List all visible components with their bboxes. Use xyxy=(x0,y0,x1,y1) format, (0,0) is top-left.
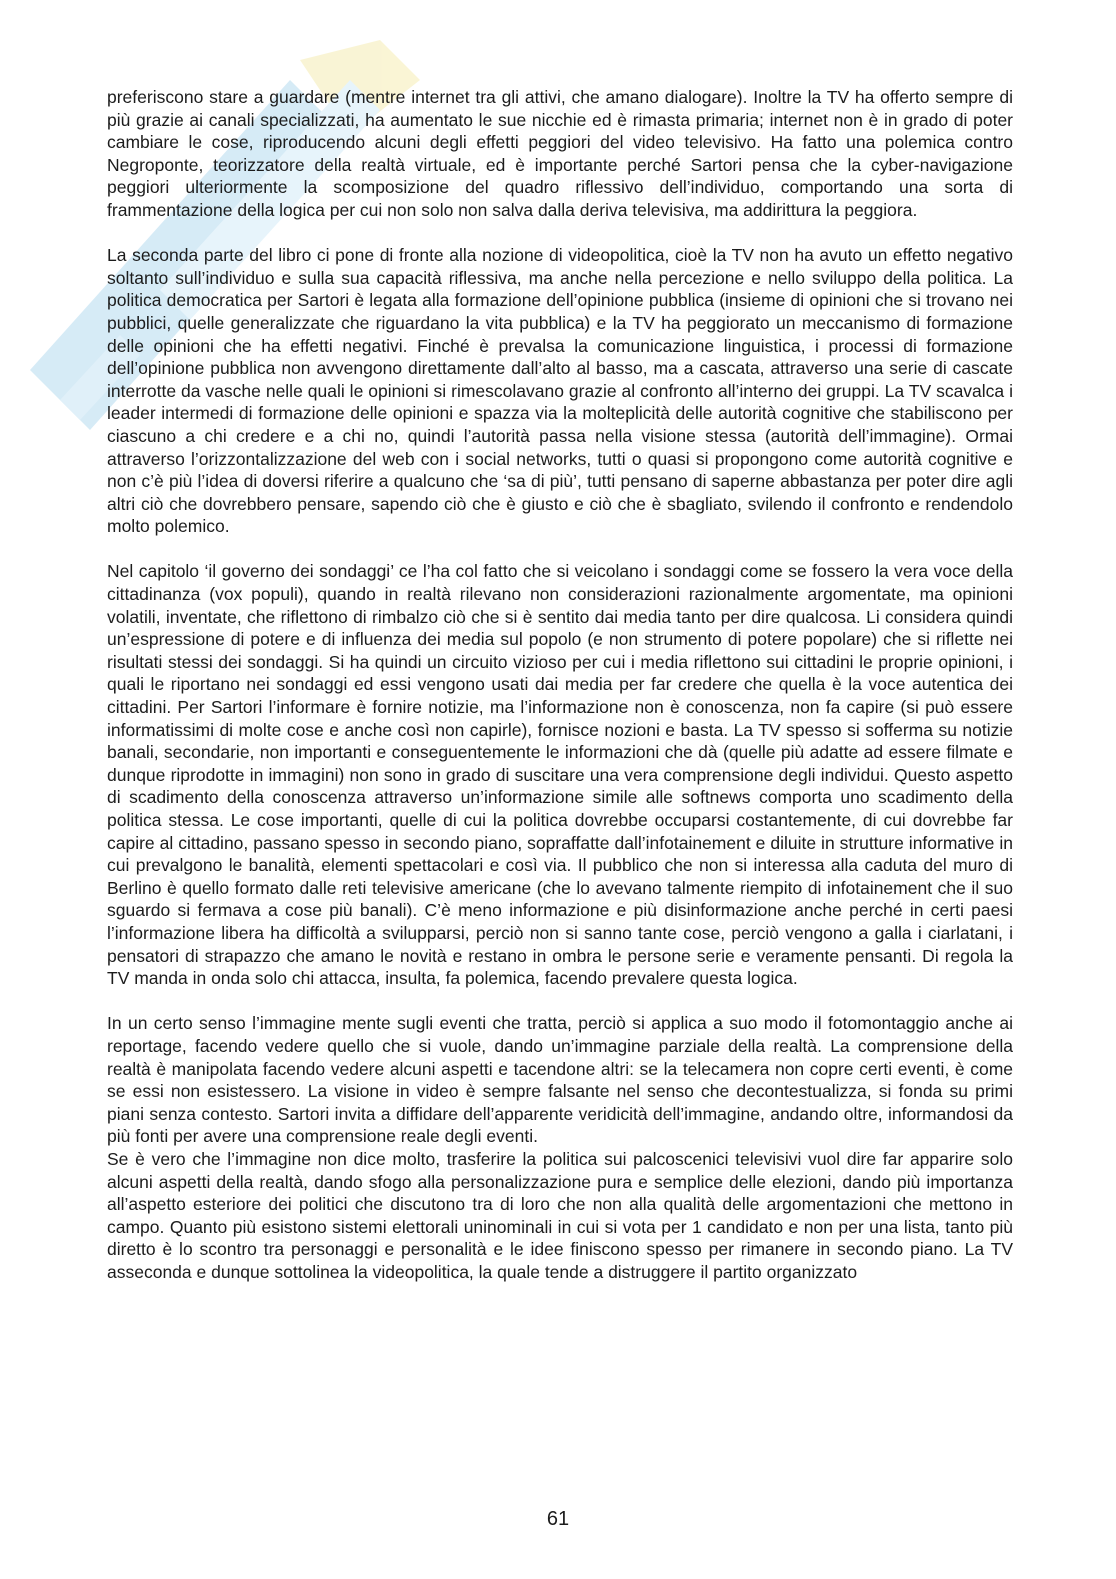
paragraph: La seconda parte del libro ci pone di fronte alla nozione di videopolitica, cioè la TV non ha avuto un effetto negativo soltanto sull’individuo e sulla sua capacità riflessiva, ma anche nella percezione e nello sviluppo della politica. La politica democratica per Sartori è legata alla formazione dell’opinione pubblica (insieme di opinioni che si trovano nei pubblici, quelle generalizzate che riguardano la vita pubblica) e la TV ha peggiorato un meccanismo di formazione delle opinioni che ha effetti negativi. Finché è prevalsa la comunicazione linguistica, i processi di formazione dell’opinione pubblica non avvengono direttamente dall’alto al basso, ma a cascata, attraverso una serie di cascate interrotte da vasche nelle quali le opinioni si rimescolavano grazie al confronto all’interno dei gruppi. La TV scavalca i leader intermedi di formazione delle opinioni e spazza via la molteplicità delle autorità cognitive che stabiliscono per ciascuno a chi credere e a chi no, quindi l’autorità passa nella visione stessa (autorità dell’immagine). Ormai attraverso l’orizzontalizzazione del web con i social networks, tutti o quasi si propongono come autorità cognitive e non c’è più l’idea di doversi riferire a qualcuno che ‘sa di più’, tutti pensano di saperne abbastanza per poter dire agli altri ciò che dovrebbero pensare, sapendo ciò che è giusto e ciò che è sbagliato, svilendo il confronto e rendendolo molto polemico. xyxy=(107,245,1013,537)
paragraph: preferiscono stare a guardare (mentre internet tra gli attivi, che amano dialogare). Inoltre la TV ha offerto sempre di più grazie ai canali specializzati, ha aumentato le sue nicchie ed è rimasta primaria; internet non è in grado di poter cambiare le cose, riproducendo alcuni degli effetti peggiori del video televisivo. Ha fatto una polemica contro Negroponte, teorizzatore della realtà virtuale, ed è importante perché Sartori pensa che la cyber-navigazione peggiori ulteriormente la scomposizione del quadro riflessivo dell’individuo, comportando una sorta di frammentazione della logica per cui non solo non salva dalla deriva televisiva, ma addirittura la peggiora. xyxy=(107,87,1013,220)
paragraph: Nel capitolo ‘il governo dei sondaggi’ ce l’ha col fatto che si veicolano i sondaggi come se fossero la vera voce della cittadinanza (vox populi), quando in realtà rilevano non considerazioni razionalmente argomentate, ma opinioni volatili, inventate, che riflettono di rimbalzo ciò che si è sentito dai media tanto per dire qualcosa. Li considera quindi un’espressione di potere e di influenza dei media sul popolo (e non strumento di potere popolare) che si riflette nei risultati stessi dei sondaggi. Si ha quindi un circuito vizioso per cui i media riflettono sui cittadini le proprie opinioni, i quali le riportano nei sondaggi ed essi vengono usati dai media per far credere che quella è la voce autentica dei cittadini. Per Sartori l’informare è fornire notizie, ma l’informazione non è conoscenza, non fa capire (si può essere informatissimi di molte cose e anche così non capirle), fornisce nozioni e basta. La TV spesso si sofferma su notizie banali, secondarie, non importanti e conseguentemente le informazioni che dà (quelle più adatte ad essere filmate e dunque riprodotte in immagini) non sono in grado di suscitare una vera comprensione degli individui. Questo aspetto di scadimento della conoscenza attraverso un’informazione simile alle softnews comporta uno scadimento della politica stessa. Le cose importanti, quelle di cui la politica dovrebbe occuparsi costantemente, di cui dovrebbe far capire al cittadino, passano spesso in secondo piano, sopraffatte dall’infotainement e diluite in strutture informative in cui prevalgono le banalità, elementi spettacolari e così via. Il pubblico che non si interessa alla caduta del muro di Berlino è quello formato dalle reti televisive americane (che lo avevano talmente riempito di infotainement che il suo sguardo si fermava a cose più banali). C’è meno informazione e più disinformazione anche perché in certi paesi l’informazione libera ha difficoltà a svilupparsi, perciò non si sanno tante cose, perciò vengono a galla i ciarlatani, i pensatori di strapazzo che amano le novità e restano in ombra le persone serie e veramente pensanti. Di regola la TV manda in onda solo chi attacca, insulta, fa polemica, facendo prevalere questa logica. xyxy=(107,561,1013,989)
document-body xyxy=(107,86,1013,1283)
page-number: 61 xyxy=(546,1508,570,1530)
paragraph: Se è vero che l’immagine non dice molto, trasferire la politica sui palcoscenici televisivi vuol dire far apparire solo alcuni aspetti della realtà, dando sfogo alla personalizzazione pura e semplice delle elezioni, dando più importanza all’aspetto esteriore dei politici che discutono tra di loro che non alla qualità delle argomentazioni che mettono in campo. Quanto più esistono sistemi elettorali uninominali in cui si vota per 1 candidato e non per una lista, tanto più diretto è lo scontro tra personaggi e personalità e le idee finiscono spesso per rimanere in secondo piano. La TV asseconda e dunque sottolinea la videopolitica, la quale tende a distruggere il partito organizzato xyxy=(107,1148,1013,1282)
paragraph: In un certo senso l’immagine mente sugli eventi che tratta, perciò si applica a suo modo il fotomontaggio anche ai reportage, facendo vedere quello che si vuole, dando un’immagine parziale della realtà. La comprensione della realtà è manipolata facendo vedere alcuni aspetti e tacendone altri: se la telecamera non copre certi eventi, è come se essi non esistessero. La visione in video è sempre falsante nel senso che decontestualizza, si fonda su primi piani senza contesto. Sartori invita a diffidare dell’apparente veridicità dell’immagine, andando oltre, informandosi da più fonti per avere una comprensione reale degli eventi. xyxy=(107,1013,1013,1147)
